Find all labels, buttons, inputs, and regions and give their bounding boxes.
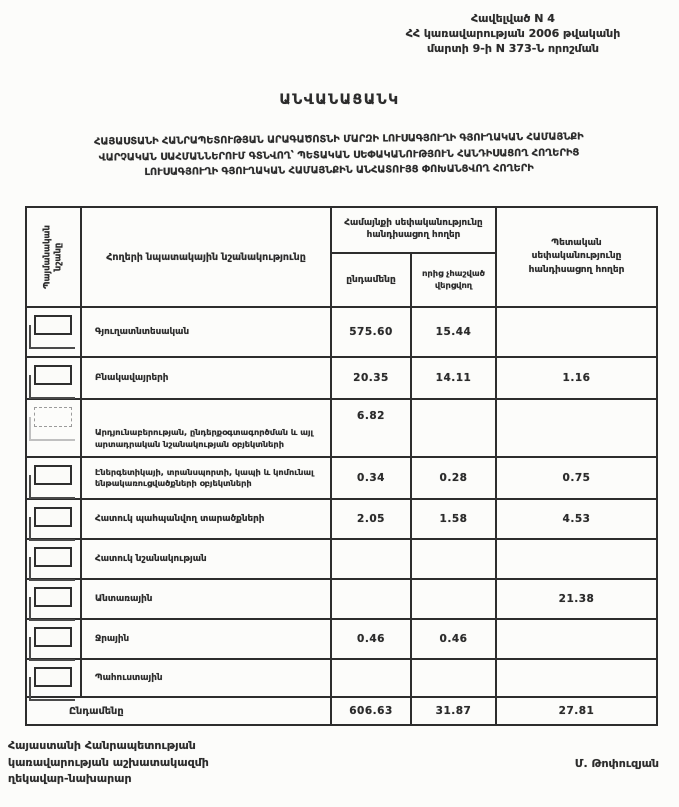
- state-value: 21.38: [558, 593, 595, 605]
- state-value: [497, 400, 656, 456]
- row-label: Հատուկ նշանակության: [82, 540, 332, 578]
- community-ofwhich-value: [412, 580, 497, 618]
- community-total-value: [332, 660, 412, 696]
- signatory-line-2: կառավարության աշխատակազմի: [8, 755, 209, 769]
- community-total-value: 20.35: [332, 358, 412, 398]
- state-value: [497, 620, 656, 658]
- table-header-row: [27, 208, 656, 308]
- row-label: Էներգետիկայի, տրանսպորտի, կապի և կոմունալ ենթակառուցվածքների օբյեկտների: [82, 458, 332, 498]
- community-ofwhich-value: [412, 400, 497, 456]
- legend-box: [34, 547, 72, 567]
- signatory-line-1: Հայաստանի Հանրապետության: [8, 739, 196, 752]
- header-conventional-sign: [27, 208, 82, 306]
- subtitle-line-2: ՎԱՐՉԱԿԱՆ ՍԱՀՄԱՆՆԵՐՈՒՄ ԳՏՆՎՈՂ՝ ՊԵՏԱԿԱՆ ՍԵՓԱԿԱՆՈՒԹՅՈՒՆ ՀԱՆԴԻՍԱՑՈՂ ՀՈՂԵՐԻՑ: [98, 147, 580, 164]
- community-total-value: [332, 540, 412, 578]
- row-label: Արդյունաբերության, ընդերքօգտագործման և այլ արտադրական նշանակության օբյեկտների: [82, 400, 332, 456]
- legend-box: [34, 365, 72, 385]
- signatory-title-block: [8, 738, 209, 788]
- row-label: Գյուղատնտեսական: [82, 308, 332, 356]
- sign-cell: [27, 458, 82, 498]
- legend-box-icon: [34, 315, 74, 347]
- annex-reference: [363, 12, 663, 57]
- table-row: [27, 458, 656, 500]
- row-label: Ջրային: [82, 620, 332, 658]
- document-subtitle: [8, 129, 670, 183]
- sign-cell: [27, 660, 82, 696]
- sign-cell: [27, 308, 82, 356]
- sign-cell: [27, 400, 82, 456]
- community-ofwhich-value: [412, 660, 497, 696]
- legend-box-icon: [34, 465, 74, 497]
- community-total-value: 6.82: [332, 400, 412, 456]
- legend-box: [34, 507, 72, 527]
- row-label: Անտառային: [82, 580, 332, 618]
- state-value: [497, 540, 656, 578]
- state-value: 1.16: [562, 372, 591, 384]
- community-total-value: 575.60: [332, 308, 412, 356]
- community-ofwhich-value: 1.58: [412, 500, 497, 538]
- legend-box: [34, 667, 72, 687]
- table-row: [27, 500, 656, 540]
- legend-box: [34, 315, 72, 335]
- header-state-lands: Պետական սեփականությունը հանդիսացող հողեր: [528, 238, 625, 275]
- signature-name: Մ. Թոփուզյան: [574, 757, 659, 770]
- legend-box-icon: [34, 365, 74, 397]
- header-community-lands: Համայնքի սեփականությունը հանդիսացող հողեր: [332, 208, 495, 254]
- state-value: 4.53: [562, 513, 591, 525]
- community-ofwhich-value: 0.28: [412, 458, 497, 498]
- community-total-value: 0.46: [332, 620, 412, 658]
- total-row: [27, 696, 656, 724]
- total-community-ofwhich-value: 31.87: [412, 698, 497, 724]
- legend-box-icon: [34, 587, 74, 619]
- legend-box-icon: [34, 627, 74, 659]
- header-community-subcolumns: [332, 254, 495, 306]
- table-row: [27, 660, 656, 696]
- legend-box: [34, 407, 72, 427]
- sign-cell: [27, 540, 82, 578]
- sign-cell: [27, 500, 82, 538]
- header-community-total: ընդամենը: [332, 254, 412, 306]
- table-row: [27, 620, 656, 660]
- community-ofwhich-value: 0.46: [412, 620, 497, 658]
- row-label: Հատուկ պահպանվող տարածքների: [82, 500, 332, 538]
- legend-box: [34, 465, 72, 485]
- sign-cell: [27, 358, 82, 398]
- row-label: Պահուստային: [82, 660, 332, 696]
- community-total-value: 0.34: [332, 458, 412, 498]
- subtitle-line-3: ԼՈՒՍԱԳՅՈՒՂԻ ԳՅՈՒՂԱԿԱՆ ՀԱՄԱՅՆՔԻՆ ԱՆՀԱՏՈՒՅՑ ՓՈԽԱՆՑՎՈՂ ՀՈՂԵՐԻ: [144, 163, 534, 179]
- land-table: [25, 206, 658, 726]
- community-ofwhich-value: 14.11: [412, 358, 497, 398]
- legend-box-icon: [34, 507, 74, 539]
- table-row: [27, 308, 656, 358]
- header-community-group: [332, 208, 497, 306]
- header-community-ofwhich: որից չհաշված վերցվող: [422, 268, 485, 290]
- table-row: [27, 580, 656, 620]
- decision-reference: մարտի 9-ի N 373-Ն որոշման: [426, 41, 600, 55]
- sign-cell: [27, 620, 82, 658]
- total-community-total-value: 606.63: [332, 698, 412, 724]
- header-land-purpose: Հողերի նպատակային նշանակությունը: [82, 208, 332, 306]
- state-value: [497, 660, 656, 696]
- signatory-line-3: ղեկավար-նախարար: [8, 772, 132, 785]
- government-reference: ՀՀ կառավարության 2006 թվականի: [405, 26, 621, 40]
- subtitle-line-1: ՀԱՅԱՍՏԱՆԻ ՀԱՆՐԱՊԵՏՈՒԹՅԱՆ ԱՐԱԳԱԾՈՏՆԻ ՄԱՐԶԻ ԼՈՒՍԱԳՅՈՒՂԻ ԳՅՈՒՂԱԿԱՆ ՀԱՄԱՅՆՔԻ: [94, 131, 584, 148]
- table-row: [27, 358, 656, 400]
- legend-box: [34, 627, 72, 647]
- total-state-value: 27.81: [558, 705, 595, 717]
- sign-cell: [27, 580, 82, 618]
- state-value: 0.75: [562, 472, 591, 484]
- legend-box-icon: [34, 407, 74, 439]
- community-ofwhich-value: [412, 540, 497, 578]
- header-conventional-sign-label: Պայմանական նշանը: [42, 225, 64, 289]
- legend-box-icon: [34, 547, 74, 579]
- community-total-value: [332, 580, 412, 618]
- total-label: Ընդամենը: [27, 698, 332, 724]
- legend-box-icon: [34, 667, 74, 699]
- table-body: [27, 308, 656, 696]
- legend-box: [34, 587, 72, 607]
- row-label: Բնակավայրերի: [82, 358, 332, 398]
- community-ofwhich-value: 15.44: [412, 308, 497, 356]
- page-title: ԱՆՎԱՆԱՑԱՆԿ: [279, 92, 400, 108]
- state-value: [497, 308, 656, 356]
- table-row: [27, 540, 656, 580]
- table-row: [27, 400, 656, 458]
- annex-number: Հավելված N 4: [471, 12, 555, 25]
- community-total-value: 2.05: [332, 500, 412, 538]
